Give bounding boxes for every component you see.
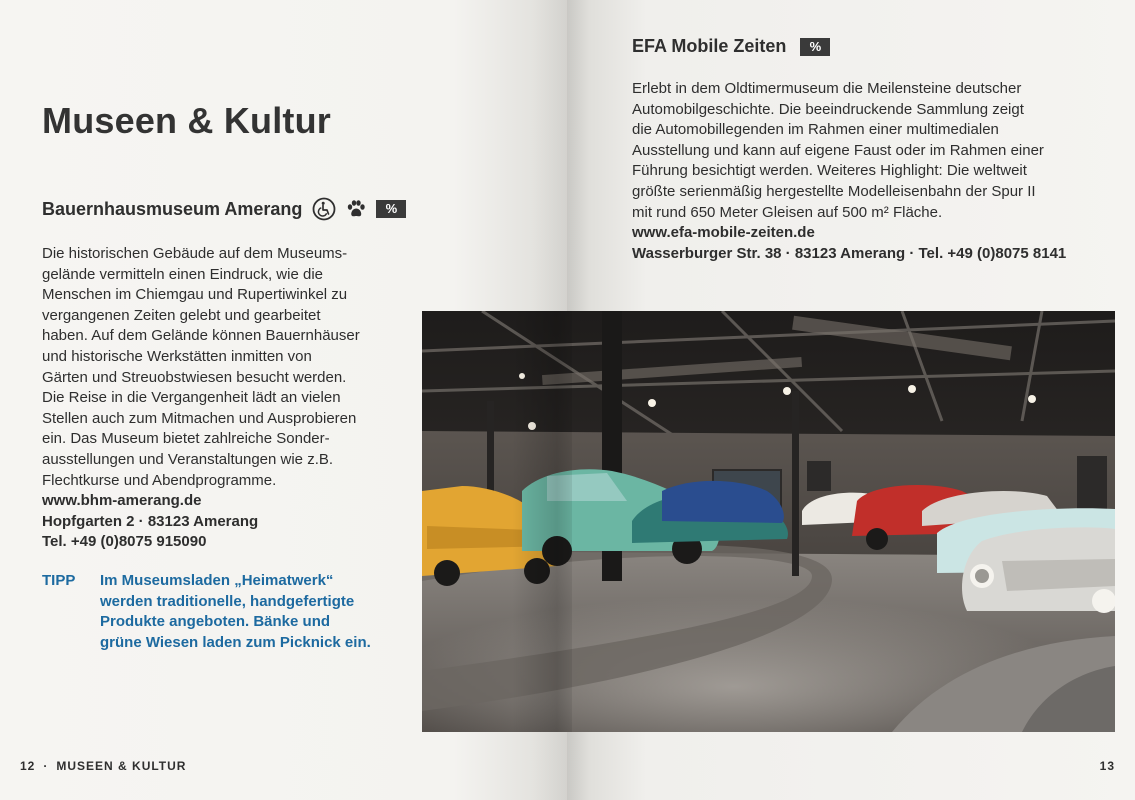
description-line: Erlebt in dem Oldtimermuseum die Meilensteine deutscher <box>632 80 1022 97</box>
page-title: Museen & Kultur <box>42 100 332 141</box>
description-line: Menschen im Chiemgau und Rupertiwinkel zu <box>42 286 348 304</box>
footer-section: MUSEEN & KULTUR <box>56 759 187 773</box>
page-number-right: 13 <box>1099 759 1115 773</box>
contact-line: Wasserburger Str. 38 · 83123 Amerang · Tel. +49 (0)8075 8141 <box>632 244 1067 262</box>
efa-description <box>632 79 1092 264</box>
description-line: ausstellungen und Veranstaltungen wie z.B. <box>42 450 334 468</box>
description-line: mit rund 650 Meter Gleisen auf 500 m² Fläche. <box>632 203 943 221</box>
description-line: haben. Auf dem Gelände können Bauernhäuser <box>42 327 360 345</box>
car-museum-photo <box>422 311 1115 732</box>
wheelchair-icon <box>312 197 336 221</box>
tipp-line: werden traditionelle, handgefertigte <box>100 592 355 610</box>
museum-heading-efa <box>632 36 830 57</box>
description-line: Führung besichtigt werden. Weiteres Highlight: Die weltweit <box>632 162 1027 180</box>
footer-left <box>20 759 186 773</box>
tipp-line: grüne Wiesen laden zum Picknick ein. <box>100 633 371 651</box>
description-line: vergangenen Zeiten gelebt und gearbeitet <box>42 306 321 324</box>
discount-badge: % <box>376 200 406 218</box>
page-number-left: 12 <box>20 759 36 773</box>
museum-description <box>42 244 387 553</box>
tipp-line: Im Museumsladen „Heimatwerk“ <box>100 572 334 589</box>
description-line: die Automobillegenden im Rahmen einer multimedialen <box>632 121 999 139</box>
museum-title: Bauernhausmuseum Amerang <box>42 198 303 219</box>
tipp-line: Produkte angeboten. Bänke und <box>100 613 331 631</box>
footer-separator: · <box>43 759 49 773</box>
description-line: ein. Das Museum bietet zahlreiche Sonder- <box>42 430 330 448</box>
website-link[interactable]: www.efa-mobile-zeiten.de <box>632 224 815 242</box>
website-link[interactable]: www.bhm-amerang.de <box>42 492 202 510</box>
description-line: Automobilgeschichte. Die beeindruckende Sammlung zeigt <box>632 100 1024 118</box>
museum-heading-bauernhausmuseum <box>42 197 406 221</box>
description-line: Die historischen Gebäude auf dem Museums- <box>42 245 348 262</box>
address: Hopfgarten 2 · 83123 Amerang <box>42 512 259 530</box>
description-line: Gärten und Streuobstwiesen besucht werden. <box>42 368 347 386</box>
tipp-text <box>100 571 371 653</box>
description-line: gelände vermitteln einen Eindruck, wie die <box>42 265 323 283</box>
description-line: Ausstellung und kann auf eigene Faust oder im Rahmen einer <box>632 141 1044 159</box>
description-line: Stellen auch zum Mitmachen und Ausprobieren <box>42 409 357 427</box>
description-line: Flechtkurse und Abendprogramme. <box>42 471 277 489</box>
phone-number: Tel. +49 (0)8075 915090 <box>42 533 207 551</box>
description-line: größte serienmäßig hergestellte Modelleisenbahn der Spur II <box>632 182 1036 200</box>
tipp-box <box>42 571 371 653</box>
tipp-label: TIPP <box>42 572 76 589</box>
museum-title: EFA Mobile Zeiten <box>632 36 787 56</box>
description-line: Die Reise in die Vergangenheit lädt an vielen <box>42 389 341 407</box>
discount-badge: % <box>800 38 830 56</box>
description-line: und historische Werkstätten inmitten von <box>42 347 312 365</box>
paw-icon <box>344 197 368 221</box>
